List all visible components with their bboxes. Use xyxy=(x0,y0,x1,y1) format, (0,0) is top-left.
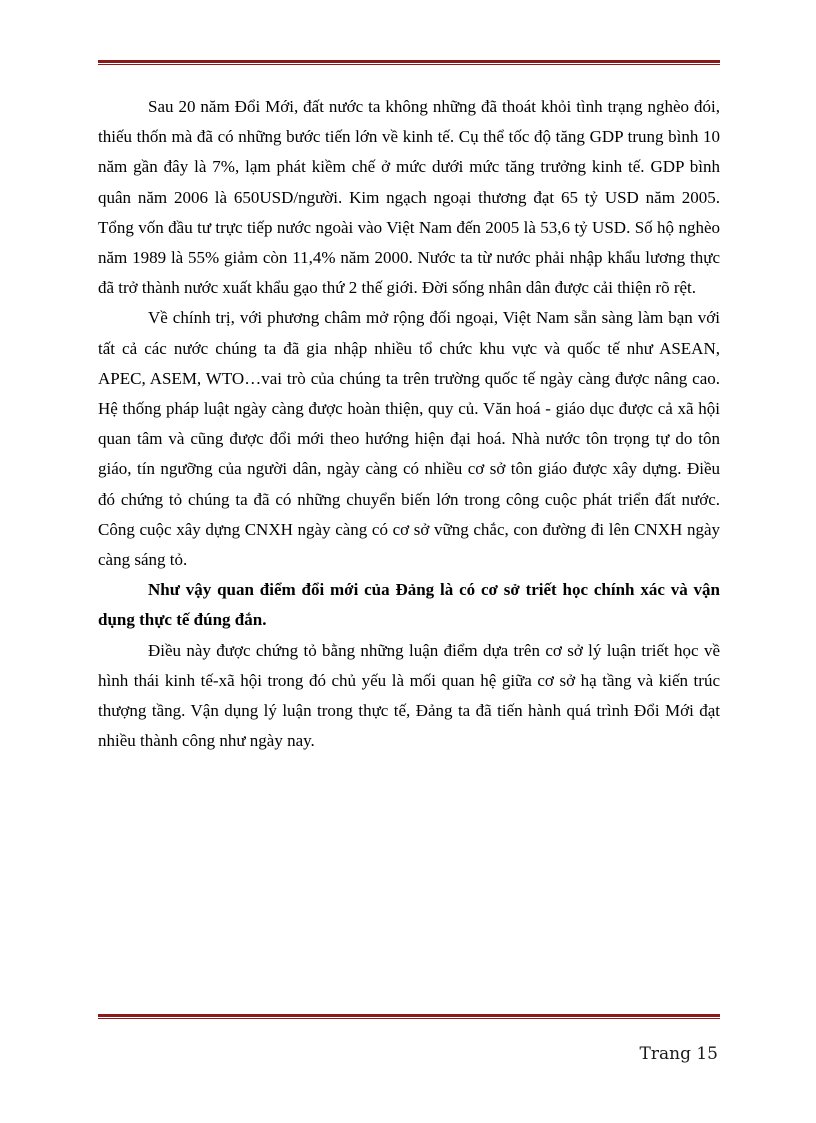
header-rule-thin-line xyxy=(98,64,720,65)
header-rule-thick-line xyxy=(98,60,720,63)
paragraph-economy: Sau 20 năm Đổi Mới, đất nước ta không những đã thoát khỏi tình trạng nghèo đói, thiếu thốn mà đã có những bước tiến lớn về kinh tế. Cụ thể tốc độ tăng GDP trung bình 10 năm gần đây là 7%, lạm phát kiềm chế ở mức dưới mức tăng trưởng kinh tế. GDP bình quân năm 2006 là 650USD/người. Kim ngạch ngoại thương đạt 65 tỷ USD năm 2005. Tổng vốn đầu tư trực tiếp nước ngoài vào Việt Nam đến 2005 là 53,6 tỷ USD. Số hộ nghèo năm 1989 là 55% giảm còn 11,4% năm 2000. Nước ta từ nước phải nhập khẩu lương thực đã trở thành nước xuất khẩu gạo thứ 2 thế giới. Đời sống nhân dân được cải thiện rõ rệt. xyxy=(98,97,720,298)
paragraph-politics: Về chính trị, với phương châm mở rộng đối ngoại, Việt Nam sẵn sàng làm bạn với tất cả các nước chúng ta đã gia nhập nhiều tổ chức khu vực và quốc tế như ASEAN, APEC, ASEM, WTO…vai trò của chúng ta trên trường quốc tế ngày càng được nâng cao. Hệ thống pháp luật ngày càng được hoàn thiện, quy củ. Văn hoá - giáo dục được cả xã hội quan tâm và cũng được đổi mới theo hướng hiện đại hoá. Nhà nước tôn trọng tự do tôn giáo, tín ngưỡng của người dân, ngày càng có nhiều cơ sở tôn giáo được xây dựng. Điều đó chứng tỏ chúng ta đã có những chuyển biến lớn trong công cuộc phát triển đất nước. Công cuộc xây dựng CNXH ngày càng có cơ sở vững chắc, con đường đi lên CNXH ngày càng sáng tỏ. xyxy=(98,308,720,570)
footer-rule-thin-line xyxy=(98,1018,720,1019)
footer-rule-thick-line xyxy=(98,1014,720,1017)
footer-rule xyxy=(98,1014,720,1020)
document-body xyxy=(98,92,720,756)
header-rule xyxy=(98,60,720,66)
page-number: Trang 15 xyxy=(639,1044,718,1064)
paragraph-conclusion-bold: Như vậy quan điểm đổi mới của Đảng là có cơ sở triết học chính xác và vận dụng thực tế đúng đắn. xyxy=(98,580,720,630)
paragraph-explanation: Điều này được chứng tỏ bằng những luận điểm dựa trên cơ sở lý luận triết học về hình thái kinh tế-xã hội trong đó chủ yếu là mối quan hệ giữa cơ sở hạ tầng và kiến trúc thượng tầng. Vận dụng lý luận trong thực tế, Đảng ta đã tiến hành quá trình Đổi Mới đạt nhiều thành công như ngày nay. xyxy=(98,640,720,751)
